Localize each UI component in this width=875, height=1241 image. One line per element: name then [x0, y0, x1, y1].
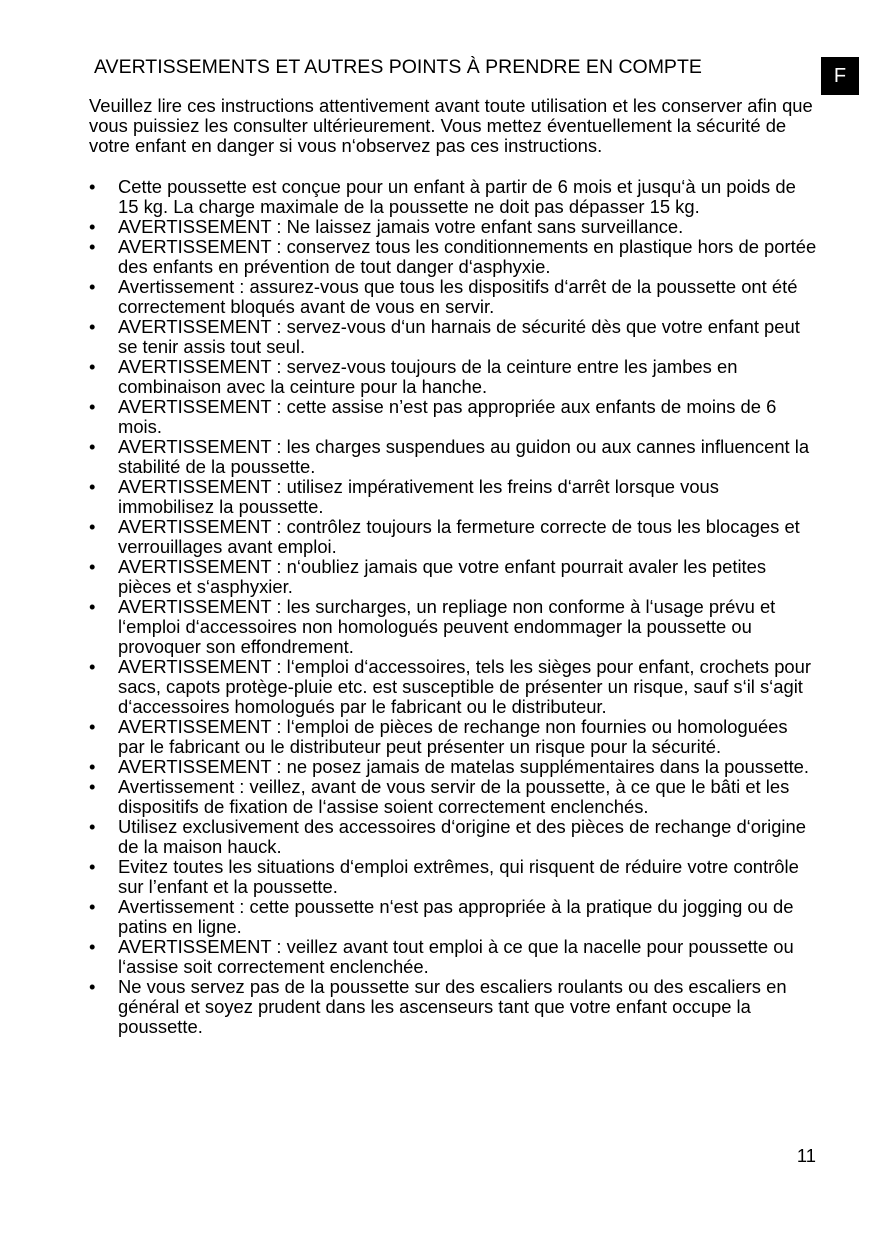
- bullet-icon: •: [89, 776, 96, 797]
- list-item-text: AVERTISSEMENT : servez-vous toujours de la ceinture entre les jambes en combinaison avec la ceinture pour la hanche.: [118, 356, 738, 397]
- bullet-icon: •: [89, 656, 96, 677]
- bullet-icon: •: [89, 756, 96, 777]
- list-item: [89, 517, 817, 557]
- list-item-text: AVERTISSEMENT : utilisez impérativement les freins d‘arrêt lorsque vous immobilisez la poussette.: [118, 476, 719, 517]
- list-item-text: Cette poussette est conçue pour un enfant à partir de 6 mois et jusqu‘à un poids de 15 kg. La charge maximale de la poussette ne doit pas dépasser 15 kg.: [118, 176, 796, 217]
- list-item: [89, 977, 817, 1037]
- list-item: [89, 817, 817, 857]
- bullet-icon: •: [89, 276, 96, 297]
- list-item: [89, 397, 817, 437]
- bullet-icon: •: [89, 356, 96, 377]
- list-item-text: Ne vous servez pas de la poussette sur des escaliers roulants ou des escaliers en général et soyez prudent dans les ascenseurs tant que votre enfant occupe la poussette.: [118, 976, 787, 1037]
- bullet-icon: •: [89, 896, 96, 917]
- bullet-icon: •: [89, 556, 96, 577]
- list-item: [89, 557, 817, 597]
- list-item-text: AVERTISSEMENT : cette assise n’est pas appropriée aux enfants de moins de 6 mois.: [118, 396, 777, 437]
- list-item-text: Avertissement : veillez, avant de vous servir de la poussette, à ce que le bâti et les dispositifs de fixation de l‘assise soient correctement enclenchés.: [118, 776, 790, 817]
- bullet-icon: •: [89, 176, 96, 197]
- list-item-text: AVERTISSEMENT : conservez tous les conditionnements en plastique hors de portée des enfants en prévention de tout danger d‘asphyxie.: [118, 236, 817, 277]
- list-item-text: AVERTISSEMENT : les surcharges, un repliage non conforme à l‘usage prévu et l‘emploi d‘accessoires non homologués peuvent endommager la poussette ou provoquer son effondrement.: [118, 596, 776, 657]
- bullet-icon: •: [89, 596, 96, 617]
- list-item-text: AVERTISSEMENT : Ne laissez jamais votre enfant sans surveillance.: [118, 216, 684, 237]
- list-item: [89, 237, 817, 277]
- list-item-text: AVERTISSEMENT : contrôlez toujours la fermeture correcte de tous les blocages et verrouillages avant emploi.: [118, 516, 800, 557]
- list-item: [89, 857, 817, 897]
- list-item-text: Evitez toutes les situations d‘emploi extrêmes, qui risquent de réduire votre contrôle sur l’enfant et la poussette.: [118, 856, 799, 897]
- warnings-list: [89, 177, 817, 1037]
- bullet-icon: •: [89, 716, 96, 737]
- list-item: [89, 597, 817, 657]
- list-item: [89, 937, 817, 977]
- bullet-icon: •: [89, 516, 96, 537]
- list-item: [89, 317, 817, 357]
- list-item-text: Utilisez exclusivement des accessoires d‘origine et des pièces de rechange d‘origine de la maison hauck.: [118, 816, 806, 857]
- page-number: 11: [796, 1145, 816, 1166]
- list-item: [89, 177, 817, 217]
- bullet-icon: •: [89, 436, 96, 457]
- list-item-text: Avertissement : assurez-vous que tous les dispositifs d‘arrêt de la poussette ont été correctement bloqués avant de vous en servir.: [118, 276, 798, 317]
- list-item-text: AVERTISSEMENT : l‘emploi d‘accessoires, tels les sièges pour enfant, crochets pour sacs, capots protège-pluie etc. est susceptible de présenter un risque, sauf s‘il s‘agit d‘accessoires homologués par le fabricant ou le distributeur.: [118, 656, 812, 717]
- list-item-text: AVERTISSEMENT : servez-vous d‘un harnais de sécurité dès que votre enfant peut se tenir assis tout seul.: [118, 316, 800, 357]
- bullet-icon: •: [89, 856, 96, 877]
- list-item: [89, 777, 817, 817]
- list-item: [89, 717, 817, 757]
- list-item-text: Avertissement : cette poussette n‘est pas appropriée à la pratique du jogging ou de patins en ligne.: [118, 896, 794, 937]
- list-item-text: AVERTISSEMENT : l‘emploi de pièces de rechange non fournies ou homologuées par le fabricant ou le distributeur peut présenter un risque pour la sécurité.: [118, 716, 788, 757]
- list-item-text: AVERTISSEMENT : n‘oubliez jamais que votre enfant pourrait avaler les petites pièces et s‘asphyxier.: [118, 556, 767, 597]
- list-item: [89, 217, 817, 237]
- list-item: [89, 277, 817, 317]
- page-title: AVERTISSEMENTS ET AUTRES POINTS À PRENDRE EN COMPTE: [94, 56, 702, 78]
- bullet-icon: •: [89, 476, 96, 497]
- bullet-icon: •: [89, 236, 96, 257]
- bullet-icon: •: [89, 976, 96, 997]
- bullet-icon: •: [89, 316, 96, 337]
- list-item-text: AVERTISSEMENT : les charges suspendues au guidon ou aux cannes influencent la stabilité de la poussette.: [118, 436, 810, 477]
- list-item: [89, 657, 817, 717]
- intro-paragraph: Veuillez lire ces instructions attentivement avant toute utilisation et les conserver afin que vous puissiez les consulter ultérieurement. Vous mettez éventuellement la sécurité de votre enfant en danger si vous n‘observez pas ces instructions.: [89, 95, 813, 156]
- list-item: [89, 477, 817, 517]
- language-tab: F: [821, 57, 859, 95]
- list-item-text: AVERTISSEMENT : veillez avant tout emploi à ce que la nacelle pour poussette ou l‘assise soit correctement enclenchée.: [118, 936, 794, 977]
- list-item: [89, 897, 817, 937]
- list-item: [89, 757, 817, 777]
- list-item: [89, 437, 817, 477]
- bullet-icon: •: [89, 396, 96, 417]
- list-item-text: AVERTISSEMENT : ne posez jamais de matelas supplémentaires dans la poussette.: [118, 756, 810, 777]
- bullet-icon: •: [89, 816, 96, 837]
- list-item: [89, 357, 817, 397]
- bullet-icon: •: [89, 216, 96, 237]
- bullet-icon: •: [89, 936, 96, 957]
